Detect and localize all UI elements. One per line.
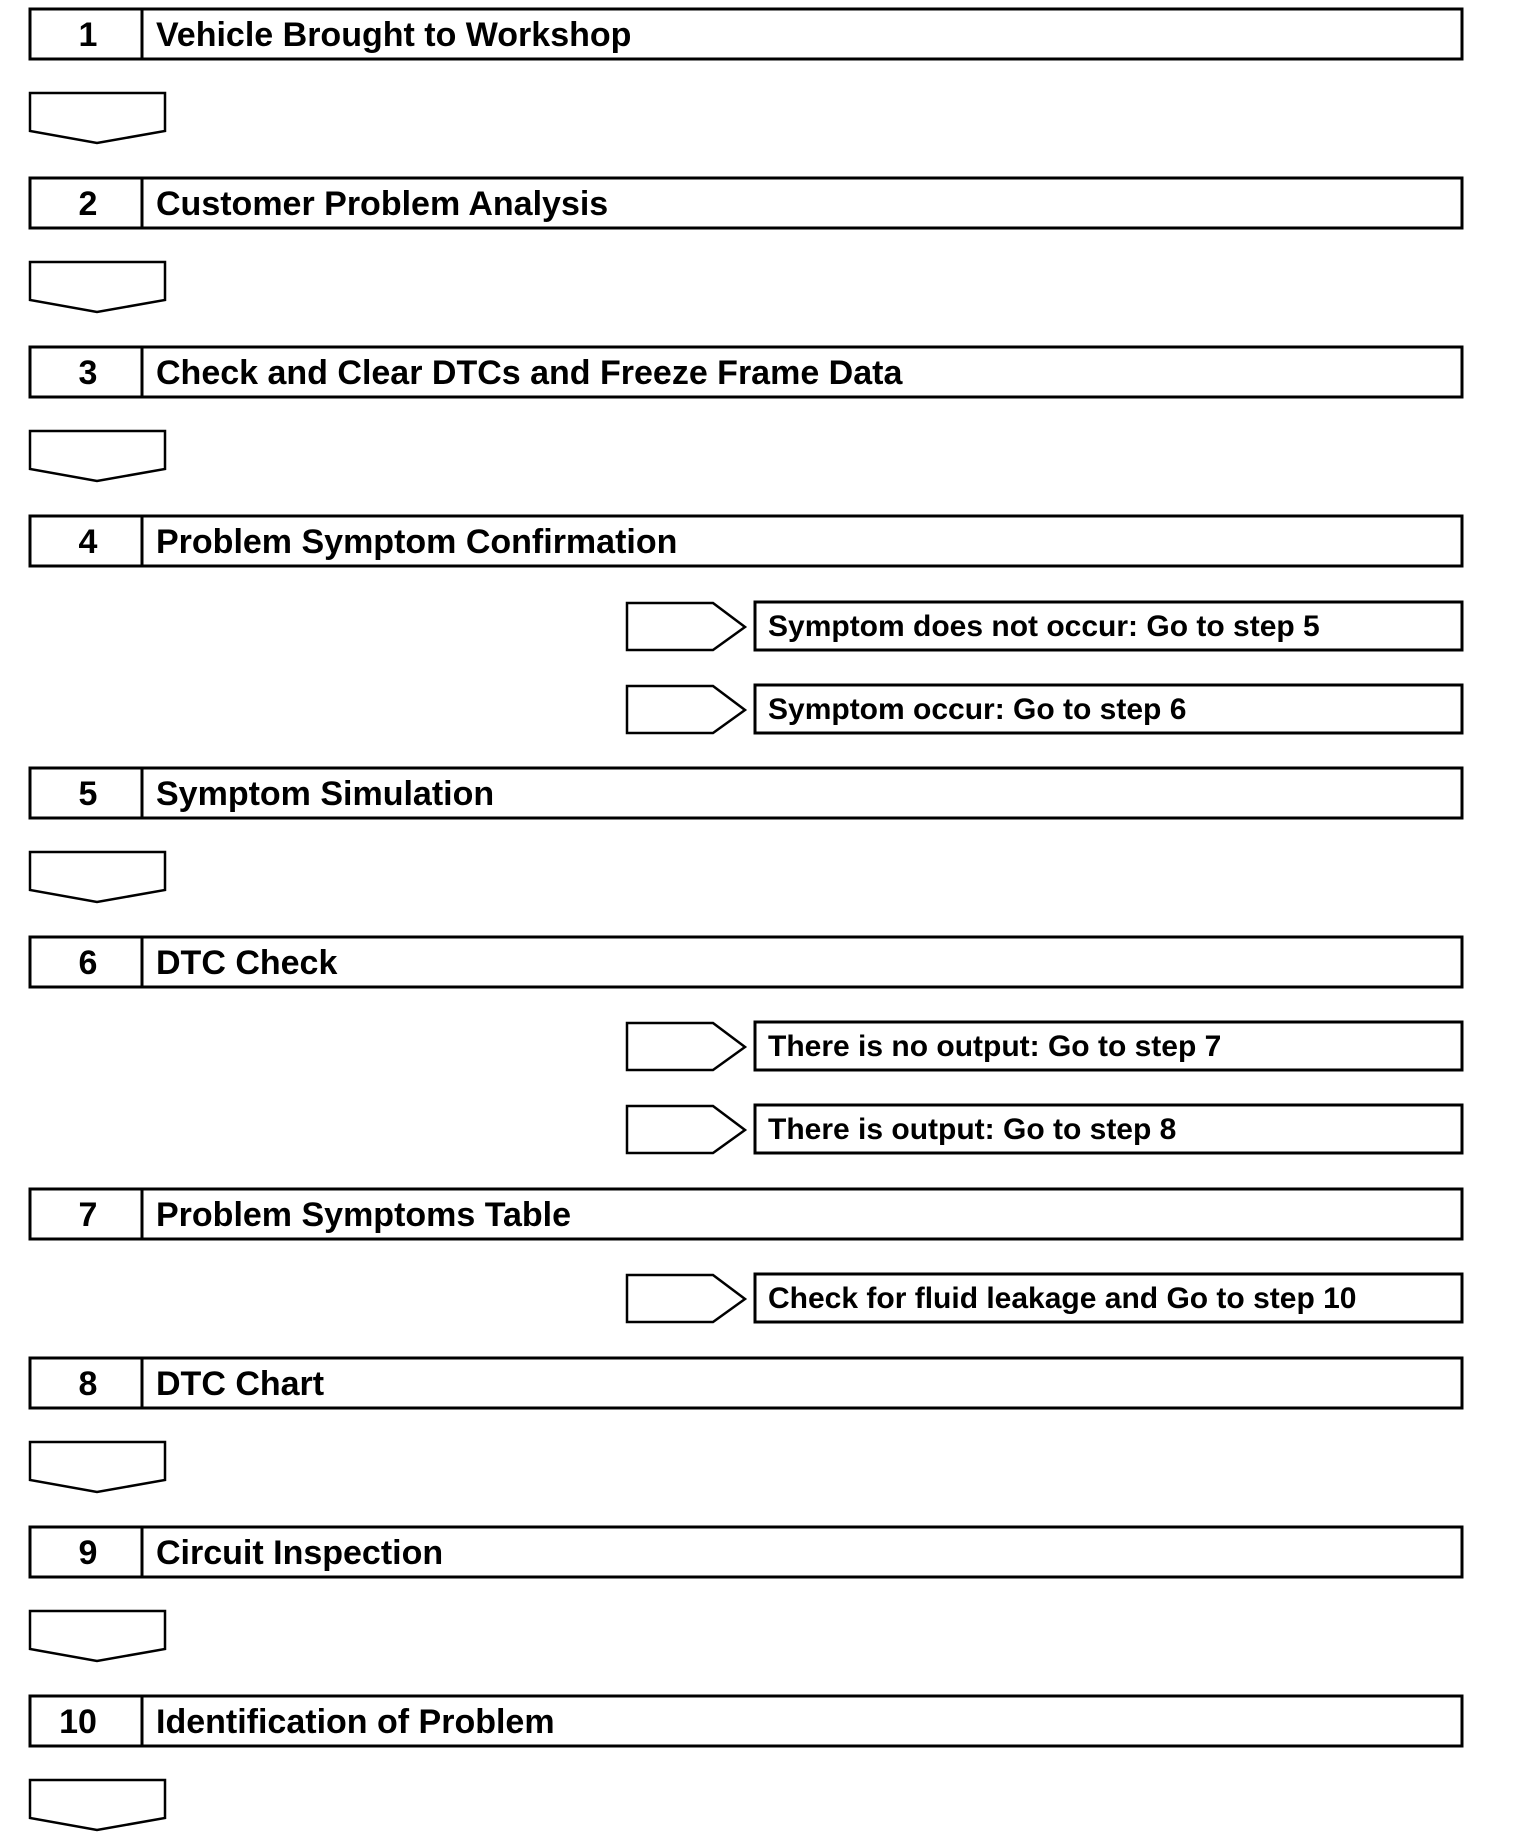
- branch-no-output: [627, 1022, 1462, 1070]
- step-label: Vehicle Brought to Workshop: [156, 16, 632, 54]
- step-label: Identification of Problem: [156, 1703, 555, 1741]
- down-arrow-connector: [30, 262, 165, 312]
- right-arrow-connector: [627, 1275, 745, 1322]
- right-arrow-connector: [627, 686, 745, 733]
- step-number: 1: [78, 16, 98, 54]
- step-label: Customer Problem Analysis: [156, 185, 609, 223]
- step-label: Symptom Simulation: [156, 775, 495, 813]
- right-arrow-connector: [627, 603, 745, 650]
- step-label: Circuit Inspection: [156, 1534, 444, 1572]
- down-arrow-connector: [30, 852, 165, 902]
- step-9: [30, 1527, 1462, 1577]
- step-8: [30, 1358, 1462, 1408]
- down-arrow-connector: [30, 93, 165, 143]
- step-number: 3: [78, 354, 98, 392]
- down-arrow-connector: [30, 1611, 165, 1661]
- right-arrow-connector: [627, 1023, 745, 1070]
- step-7: [30, 1189, 1462, 1239]
- step-label: Problem Symptom Confirmation: [156, 523, 678, 561]
- branch-label: Check for fluid leakage and Go to step 10: [768, 1282, 1357, 1315]
- down-arrow-connector: [30, 431, 165, 481]
- step-number: 7: [78, 1196, 98, 1234]
- step-number: 8: [78, 1365, 98, 1403]
- step-6: [30, 937, 1462, 987]
- branch-fluid-leakage: [627, 1274, 1462, 1322]
- step-label: DTC Check: [156, 944, 338, 982]
- branch-label: Symptom does not occur: Go to step 5: [768, 610, 1320, 643]
- step-number: 10: [59, 1703, 97, 1741]
- step-number: 6: [78, 944, 98, 982]
- branch-label: There is no output: Go to step 7: [768, 1030, 1222, 1063]
- branch-symptom-not-occur: [627, 602, 1462, 650]
- step-number: 9: [78, 1534, 98, 1572]
- step-3: [30, 347, 1462, 397]
- right-arrow-connector: [627, 1106, 745, 1153]
- step-label: Check and Clear DTCs and Freeze Frame Data: [156, 354, 903, 392]
- step-number: 2: [78, 185, 98, 223]
- step-2: [30, 178, 1462, 228]
- step-10: [30, 1696, 1462, 1746]
- branch-label: Symptom occur: Go to step 6: [768, 693, 1187, 726]
- step-number: 4: [78, 523, 98, 561]
- branch-symptom-occur: [627, 685, 1462, 733]
- branch-output: [627, 1105, 1462, 1153]
- down-arrow-connector: [30, 1780, 165, 1830]
- step-1: [30, 9, 1462, 59]
- step-number: 5: [78, 775, 98, 813]
- step-label: DTC Chart: [156, 1365, 325, 1403]
- down-arrow-connector: [30, 1442, 165, 1492]
- step-5: [30, 768, 1462, 818]
- step-4: [30, 516, 1462, 566]
- branch-label: There is output: Go to step 8: [768, 1113, 1177, 1146]
- step-label: Problem Symptoms Table: [156, 1196, 572, 1234]
